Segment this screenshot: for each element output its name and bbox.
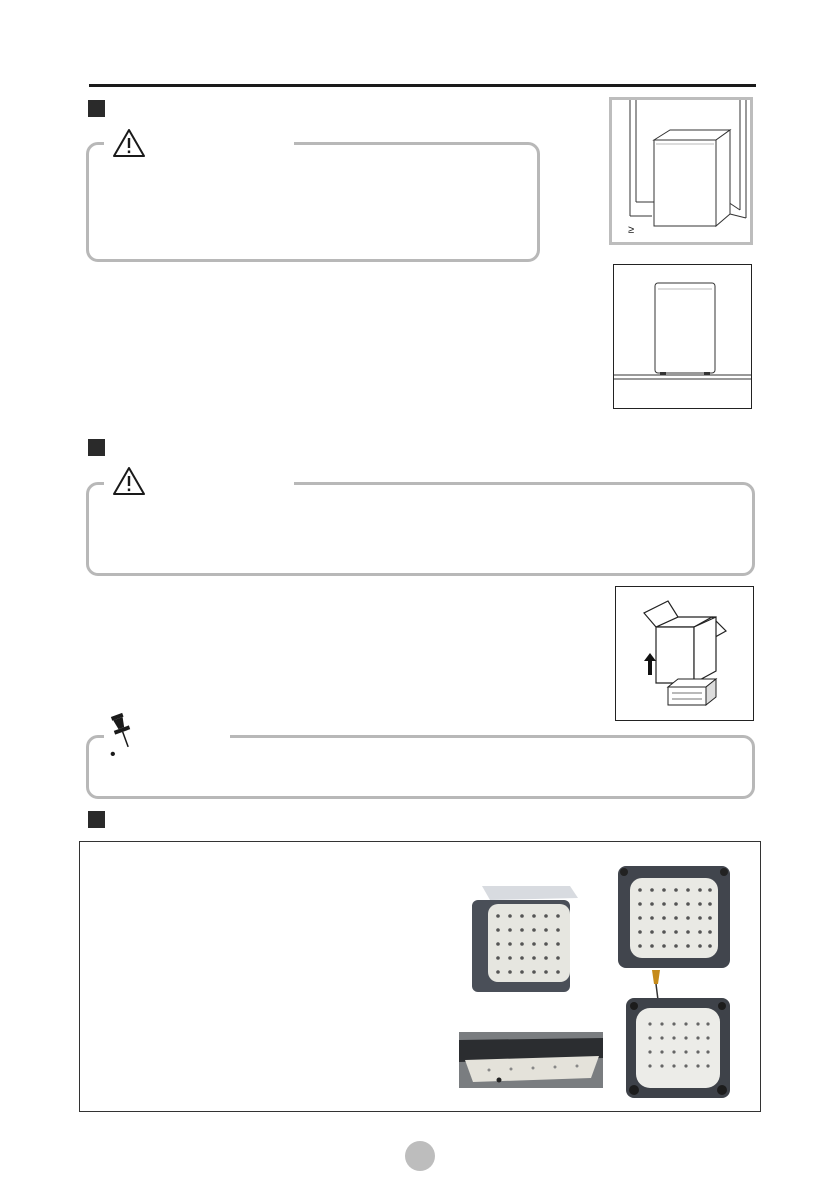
base-plate-photo [622,994,734,1102]
warning-box-1 [86,142,540,262]
warning-triangle-icon [112,128,146,158]
washer-base-photo [466,876,586,996]
warning-triangle-icon [112,466,146,496]
base-edge-photo [459,1032,603,1088]
warning-box-2 [86,482,755,576]
section-marker-2 [88,439,105,456]
page-number-badge [405,1141,435,1171]
section-marker-3 [88,811,105,828]
corner-installation-figure [609,97,753,245]
header-rule [89,84,756,87]
base-installation-panel [79,841,761,1112]
side-view-figure [613,264,752,409]
up-arrow-icon [644,653,656,680]
clearance-symbol: ≥ [628,224,635,236]
washer-bottom-photo [614,862,734,972]
unboxing-figure [615,586,754,721]
note-bullet: • [110,746,116,763]
note-box [86,735,755,799]
section-marker-1 [88,100,105,117]
